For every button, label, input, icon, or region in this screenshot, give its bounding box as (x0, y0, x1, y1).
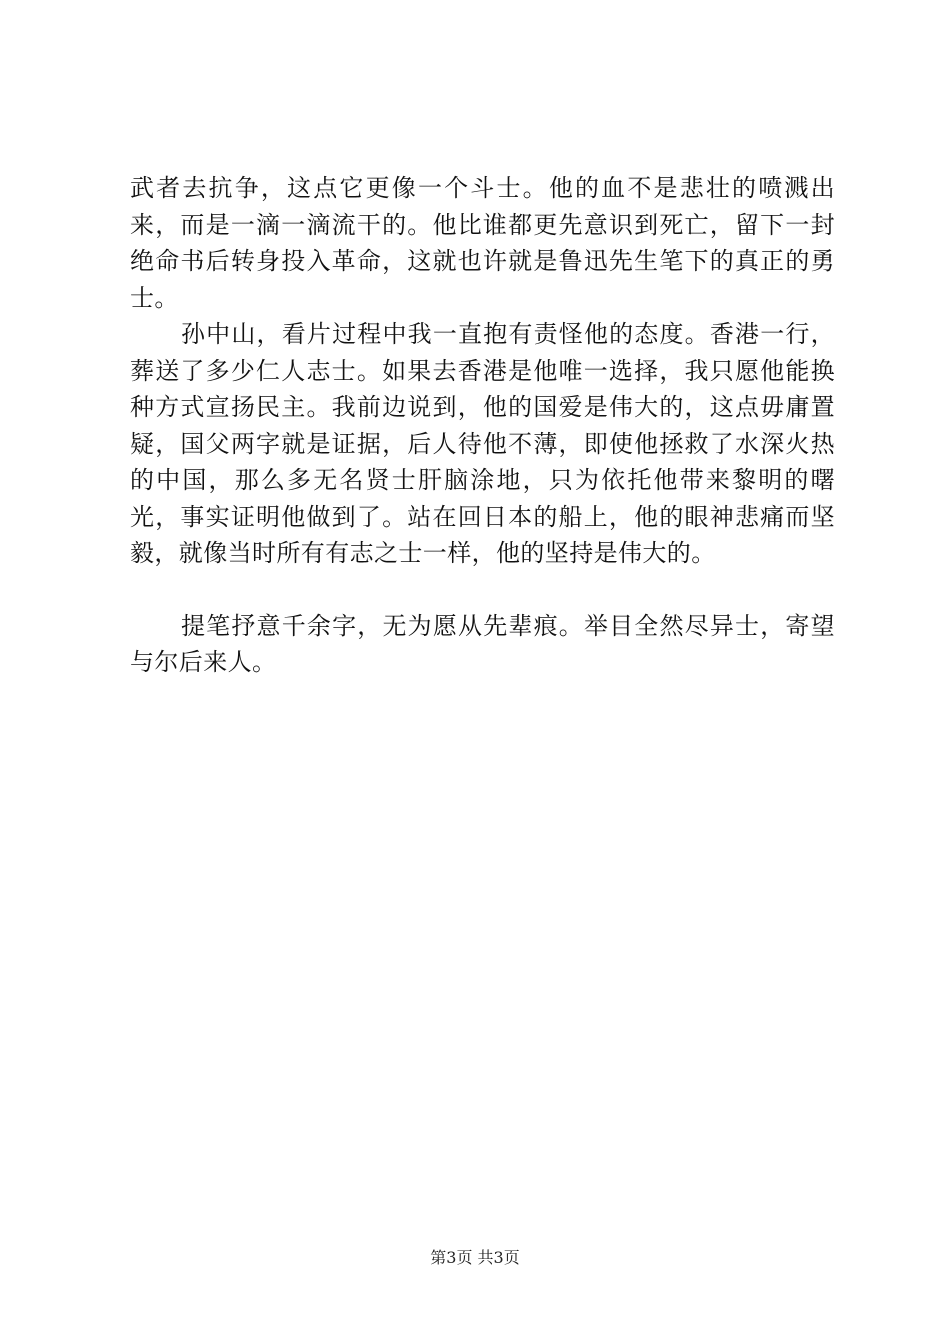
page-footer: 第3页 共3页 (430, 1248, 520, 1267)
paragraph-sun-yat-sen: 孙中山，看片过程中我一直抱有责怪他的态度。香港一行，葬送了多少仁人志士。如果去香港是他唯一选择，我只愿他能换种方式宣扬民主。我前边说到，他的国爱是伟大的，这点毋庸置疑，国父两字就是证据，后人待他不薄，即使他拯救了水深火热的中国，那么多无名贤士肝脑涂地，只为依托他带来黎明的曙光，事实证明他做到了。站在回日本的船上，他的眼神悲痛而坚毅，就像当时所有有志之士一样，他的坚持是伟大的。 (130, 320, 835, 567)
paragraph-continuation: 武者去抗争，这点它更像一个斗士。他的血不是悲壮的喷溅出来，而是一滴一滴流干的。他比谁都更先意识到死亡，留下一封绝命书后转身投入革命，这就也许就是鲁迅先生笔下的真正的勇士。 (130, 174, 835, 312)
paragraph-closing-poem: 提笔抒意千余字，无为愿从先辈痕。举目全然尽异士，寄望与尔后来人。 (130, 611, 835, 676)
document-body (130, 170, 835, 681)
paragraph-gap (130, 572, 835, 608)
